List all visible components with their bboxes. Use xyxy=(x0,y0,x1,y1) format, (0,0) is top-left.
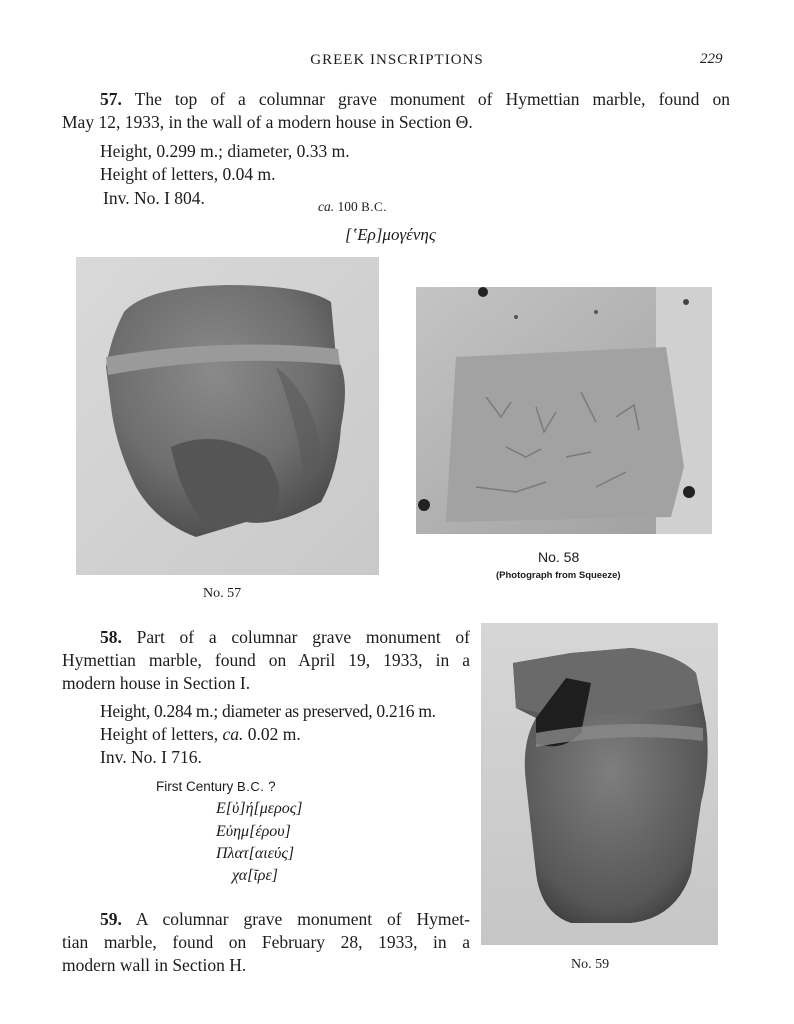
entry-58-letters-value: 0.02 m. xyxy=(247,724,301,744)
entry-58-letters xyxy=(100,723,301,746)
entry-59-text-line3: modern wall in Section H. xyxy=(62,955,247,975)
entry-58-inscription-line2: Εὐημ[έρου] xyxy=(216,823,291,840)
entry-57-date-ca: ca. xyxy=(318,199,335,214)
photo-57 xyxy=(76,257,379,575)
photo-57-caption: No. 57 xyxy=(203,586,242,601)
entry-58-letters-label: Height of letters, xyxy=(100,724,219,744)
photo-58 xyxy=(416,287,712,534)
entry-58-description xyxy=(62,626,470,695)
entry-57-number: 57. xyxy=(100,89,122,109)
entry-58-date-era: B.C. xyxy=(237,779,265,794)
entry-57-inventory: Inv. No. I 804. xyxy=(103,188,205,208)
entry-58-height: Height, 0.284 m.; diameter as preserved, 0.216 m. xyxy=(100,701,436,721)
entry-59-number: 59. xyxy=(100,909,122,929)
entry-58-letters-ca: ca. xyxy=(222,724,244,744)
entry-57-text-line2: May 12, 1933, in the wall of a modern house in Section Θ. xyxy=(62,112,473,132)
entry-58-number: 58. xyxy=(100,627,122,647)
running-header-title: GREEK INSCRIPTIONS xyxy=(310,52,484,68)
entry-58-inscription-line3: Πλατ[αιεύς] xyxy=(216,845,295,862)
entry-59-text-line1: A columnar grave monument of Hymet- xyxy=(135,909,470,929)
page-number: 229 xyxy=(700,51,723,67)
entry-57-letters: Height of letters, 0.04 m. xyxy=(100,164,276,184)
photo-59 xyxy=(481,623,718,945)
entry-58-date-label: First Century xyxy=(156,779,234,794)
entry-59-text-line2: tian marble, found on February 28, 1933, in a xyxy=(62,932,470,952)
entry-58-inventory: Inv. No. I 716. xyxy=(100,747,202,767)
entry-57-text-line1: The top of a columnar grave monument of Hymettian marble, found on xyxy=(134,89,730,109)
entry-57-description xyxy=(62,88,730,134)
entry-59-description xyxy=(62,908,470,977)
entry-57-inscription: [ʽΕρ]μογένης xyxy=(345,225,436,244)
entry-58-text-line1: Part of a columnar grave monument of xyxy=(136,627,470,647)
entry-58-text-line3: modern house in Section I. xyxy=(62,673,251,693)
entry-57-date xyxy=(318,199,387,215)
entry-57-date-era: B.C. xyxy=(361,199,387,214)
photo-59-caption: No. 59 xyxy=(571,957,610,972)
photo-58-caption: No. 58 xyxy=(538,549,580,565)
photo-58-subcaption: (Photograph from Squeeze) xyxy=(496,570,621,581)
entry-58-text-line2: Hymettian marble, found on April 19, 1933, in a xyxy=(62,650,470,670)
entry-58-date-question: ? xyxy=(268,779,276,794)
entry-57-date-year: 100 xyxy=(337,199,358,214)
entry-57-height: Height, 0.299 m.; diameter, 0.33 m. xyxy=(100,141,350,161)
entry-58-inscription-line4: χα[ῖρε] xyxy=(232,867,278,884)
entry-58-date xyxy=(156,779,276,794)
entry-58-inscription-line1: Ε[ὐ]ή[μερος] xyxy=(216,800,303,817)
